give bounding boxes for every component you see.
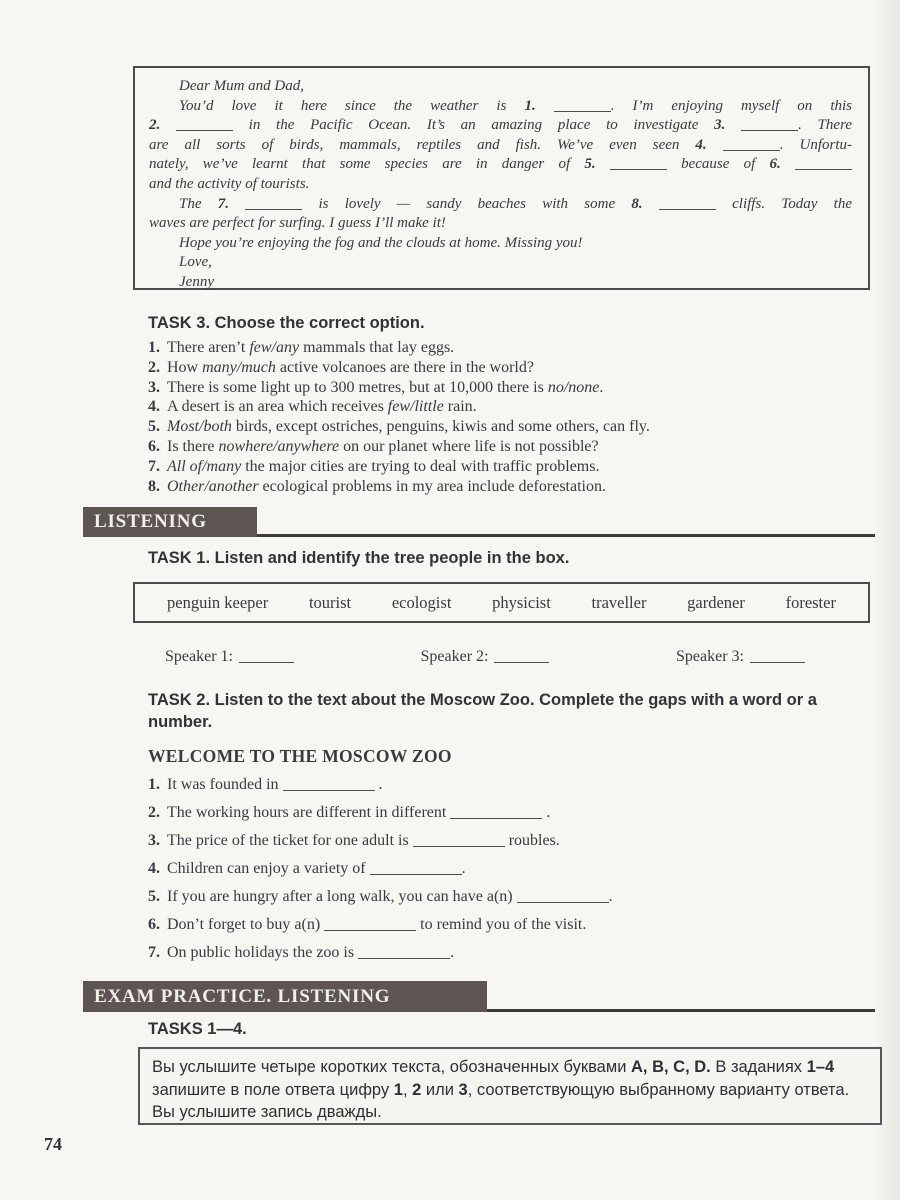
zoo-item: 7. On public holidays the zoo is . [148,944,455,961]
task3-item: 4. A desert is an area which receives few/little rain. [148,398,477,416]
gap-number: 5. [584,156,610,173]
gap-number: 4. [695,136,723,153]
bold-text: 1 [393,1080,403,1099]
option-choice: nowhere/anywhere [218,437,340,455]
item-number: 1. [148,776,160,793]
speaker-slot [165,648,294,666]
postcard-letter-box [133,66,870,290]
task3-item: 1. There aren’t few/any mammals that lay eggs. [148,339,455,356]
task1-title: TASK 1. Listen and identify the tree people in the box. [148,549,570,567]
word-option: gardener [687,592,745,612]
item-number: 6. [148,916,160,933]
answer-blank [450,818,542,819]
task2-title: TASK 2. Listen to the text about the Moscow Zoo. Complete the gaps with a word or a number. [148,691,817,731]
gap-number: 7. [217,195,246,212]
page-edge-shading [874,0,900,1200]
answer-blank [239,662,294,663]
exam-band-rule [487,1009,875,1012]
task3-item: 7. All of/many the major cities are trying to deal with traffic problems. [148,457,600,475]
task3-items-list [148,338,872,496]
item-number: 4. [148,860,160,877]
gap-number: 1. [524,97,554,114]
answer-blank [750,662,805,663]
bold-text: 2 [412,1080,422,1099]
speaker-label: Speaker 2: [420,648,489,665]
item-number: 3. [148,832,160,849]
answer-blank [554,111,611,112]
gap-number: 2. [149,117,176,134]
zoo-items-list [148,775,872,971]
letter-line: waves are perfect for surfing. I guess I’ll make it! [149,215,446,232]
speakers-row [165,648,805,666]
item-number: 6. [148,437,160,455]
answer-blank [517,902,609,903]
item-number: 2. [148,358,160,376]
item-number: 8. [148,477,160,495]
zoo-item: 2. The working hours are different in different . [148,804,551,821]
item-number: 5. [148,888,160,905]
letter-line: Jenny [179,273,214,290]
answer-blank [659,209,716,210]
item-number: 5. [148,418,160,436]
letter-content [149,77,852,293]
tasks-1-4-title: TASKS 1—4. [148,1020,247,1038]
zoo-item: 3. The price of the ticket for one adult is roubles. [148,832,560,849]
task3-item: 6. Is there nowhere/anywhere on our planet where life is not possible? [148,437,599,455]
letter-line: Love, [179,254,212,271]
bold-text: 3 [458,1080,468,1099]
answer-blank [283,790,375,791]
page-number: 74 [44,1134,62,1154]
letter-line: Hope you’re enjoying the fog and the clouds at home. Missing you! [179,234,583,251]
exam-instruction-box [138,1047,882,1125]
word-option: forester [785,592,836,612]
item-number: 3. [148,378,160,396]
answer-blank [176,130,233,131]
answer-blank [324,930,416,931]
zoo-item: 1. It was founded in . [148,776,383,793]
answer-blank [741,130,798,131]
answer-blank [370,874,462,875]
task3-item: 5. Most/both birds, except ostriches, penguins, kiwis and some others, can fly. [148,418,650,436]
option-choice: few/any [249,339,300,356]
task3-item: 8. Other/another ecological problems in my area include deforestation. [148,477,606,495]
answer-blank [494,662,549,663]
listening-band-rule [257,534,875,537]
task3-title: TASK 3. Choose the correct option. [148,314,425,332]
word-option: ecologist [391,592,452,612]
answer-blank [610,169,667,170]
letter-line: are all sorts of birds, mammals, reptiles and fish. We’ve even seen 4. . Unfortu- [149,136,853,153]
option-choice: few/little [387,398,444,416]
bold-text: 1–4 [806,1058,835,1076]
item-number: 7. [148,944,160,961]
exam-instruction-text: Вы услышите четыре коротких текста, обозначенных буквами A, B, C, D. В заданиях 1–4 запишите в поле ответа цифру 1, 2 или 3, соответствующую выбранному варианту ответа. Вы услышите запись дважды. [152,1058,850,1121]
speaker-slot [421,648,550,666]
exam-practice-section-band: EXAM PRACTICE. LISTENING [83,981,487,1012]
answer-blank [245,209,302,210]
answer-blank [723,150,780,151]
option-choice: All of/many [167,457,242,475]
option-choice: many/much [202,358,276,376]
gap-number: 8. [631,195,659,212]
zoo-item: 4. Children can enjoy a variety of . [148,860,466,877]
word-option: physicist [492,592,551,612]
letter-line: nately, we’ve learnt that some species are in danger of 5. because of 6. [149,155,852,175]
letter-line: and the activity of tourists. [149,175,310,192]
listening-section-band: LISTENING [83,507,257,537]
task3-item: 3. There is some light up to 300 metres, but at 10,000 there is no/none. [148,378,604,396]
gap-number: 6. [769,156,796,173]
speaker-slot [676,648,805,666]
answer-blank [413,846,505,847]
answer-blank [358,958,450,959]
word-option: penguin keeper [167,592,269,612]
option-choice: Other/another [167,477,259,495]
speaker-label: Speaker 3: [676,648,744,665]
zoo-text-heading: WELCOME TO THE MOSCOW ZOO [148,746,452,766]
zoo-item: 6. Don’t forget to buy a(n) to remind you of the visit. [148,916,587,933]
letter-line: The 7. is lovely — sandy beaches with some 8. cliffs. Today the [179,195,852,212]
task3-item: 2. How many/much active volcanoes are there in the world? [148,358,534,376]
gap-number: 3. [714,117,742,134]
letter-line: You’d love it here since the weather is 1. . I’m enjoying myself on this [179,97,852,114]
word-option: traveller [591,592,647,612]
letter-line: 2. in the Pacific Ocean. It’s an amazing place to investigate 3. . There [149,117,853,134]
word-choice-box [133,582,870,623]
answer-blank [795,169,852,170]
speaker-label: Speaker 1: [165,648,233,665]
word-option: tourist [308,592,352,612]
item-number: 2. [148,804,160,821]
zoo-item: 5. If you are hungry after a long walk, you can have a(n) . [148,888,613,905]
option-choice: no/none [547,378,600,396]
letter-line: Dear Mum and Dad, [179,78,304,94]
item-number: 7. [148,457,160,475]
item-number: 4. [148,398,160,416]
option-choice: Most/both [167,418,232,436]
item-number: 1. [148,339,160,356]
bold-text: A, B, C, D. [631,1058,711,1076]
